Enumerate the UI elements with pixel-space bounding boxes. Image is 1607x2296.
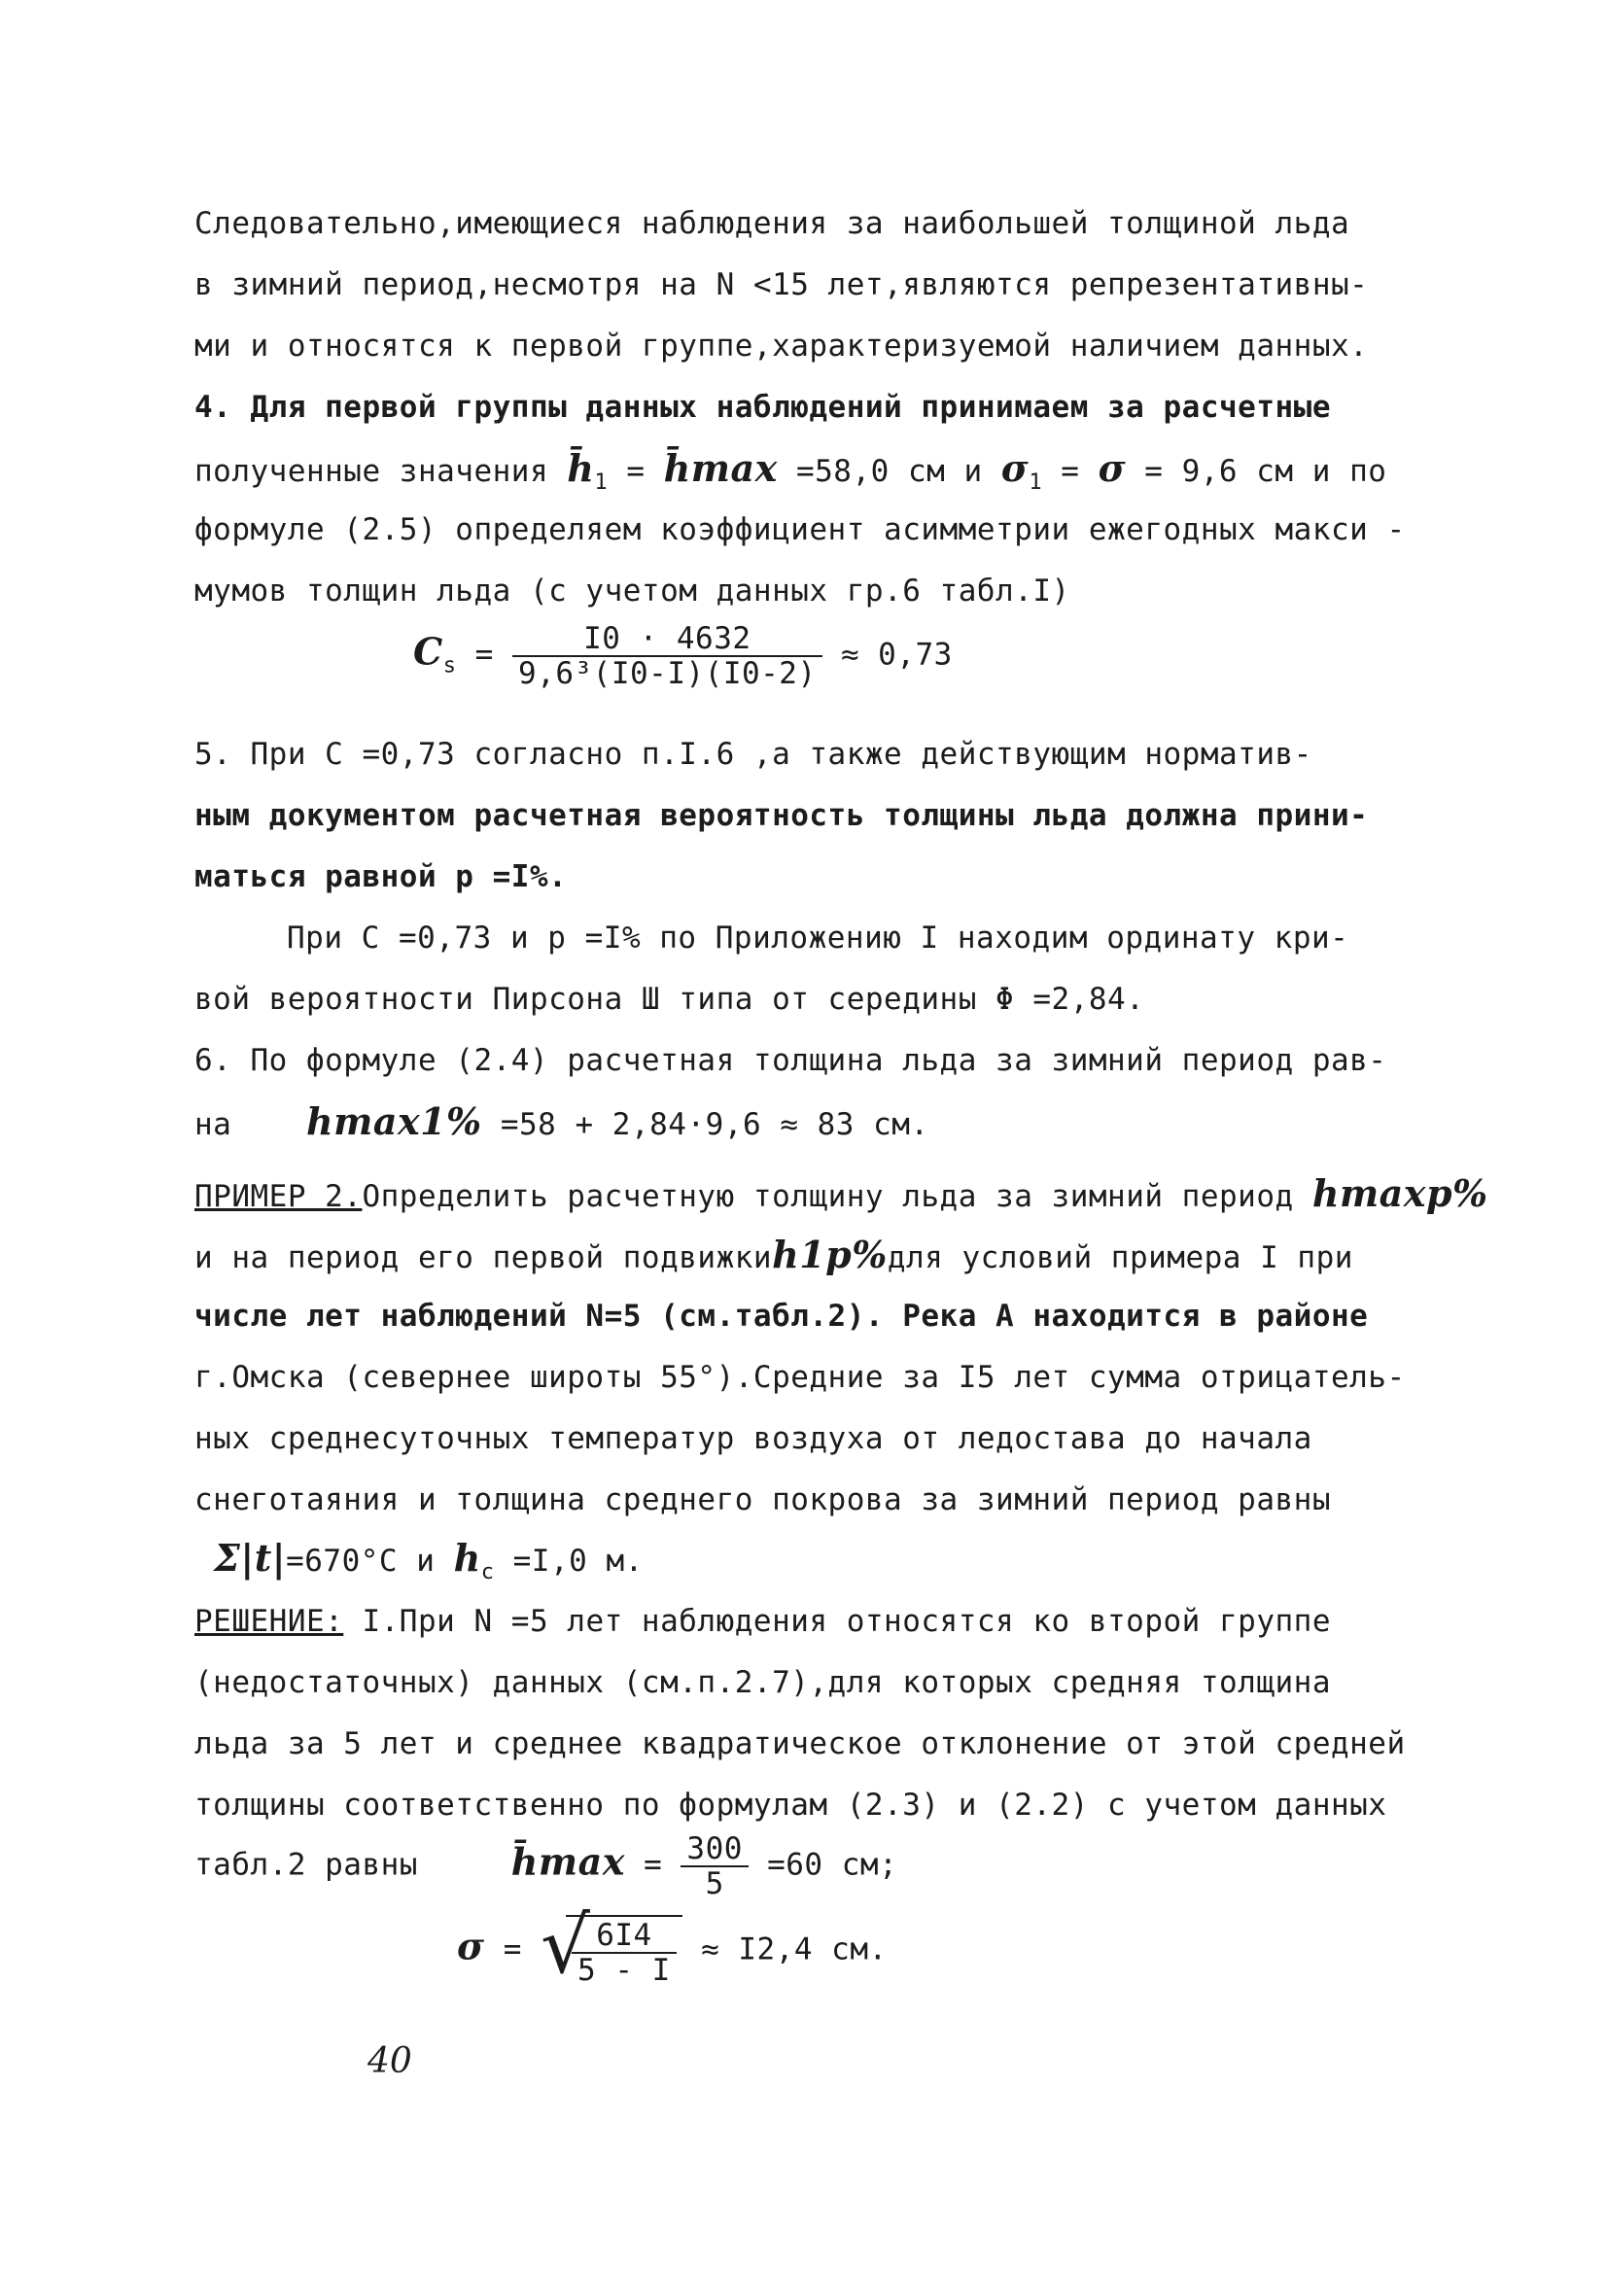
example-label: ПРИМЕР 2. xyxy=(194,1179,363,1214)
fraction-numerator: 300 xyxy=(681,1832,749,1867)
handwritten-symbol: C xyxy=(413,629,443,674)
text-line: 6. По формуле (2.4) расчетная толщина льда за зимний период рав- xyxy=(194,1043,1387,1078)
text-line: табл.2 равны h̄max = $\frac{300}{5}$ =60 см; xyxy=(194,1831,898,1901)
text-line: толщины соответственно по формулам (2.3) и (2.2) с учетом данных xyxy=(194,1788,1387,1823)
text-fragment: =670°C и xyxy=(286,1544,436,1579)
fraction-denominator: 5 - I xyxy=(577,1953,671,1988)
text-line: числе лет наблюдений N=5 (см.табл.2). Река А находится в районе xyxy=(194,1299,1369,1334)
text-fragment: полученные значения xyxy=(194,454,549,489)
formula-sigma: σ = √ $\frac{6I4}{5 - I}$ ≈ I2,4 см. xyxy=(457,1900,888,1991)
text-fragment: табл.2 равны xyxy=(194,1847,418,1883)
text-line xyxy=(194,1235,1353,1277)
text-fragment: =60 см; xyxy=(767,1847,898,1883)
text-fragment: =58 + 2,84·9,6 ≈ 83 см. xyxy=(500,1107,929,1142)
text-line: льда за 5 лет и среднее квадратическое отклонение от этой средней xyxy=(194,1726,1406,1761)
subscript: s xyxy=(442,653,457,678)
handwritten-symbol: h̄max xyxy=(663,446,778,490)
handwritten-symbol: σ xyxy=(1098,446,1127,490)
subscript: 1 xyxy=(1029,470,1043,495)
text-line xyxy=(194,1099,929,1144)
text-line xyxy=(194,1171,1488,1216)
fraction-numerator: 6I4 xyxy=(572,1919,677,1954)
text-line: мумов толщин льда (с учетом данных гр.6 табл.I) xyxy=(194,574,1070,609)
handwritten-symbol: h̄max xyxy=(510,1839,625,1884)
text-fragment: =I,0 м. xyxy=(512,1544,644,1579)
text-line xyxy=(214,1536,644,1592)
page-number: 40 xyxy=(367,2041,412,2081)
handwritten-symbol: hmax1% xyxy=(305,1099,482,1143)
text-line: вой вероятности Пирсона Ш типа от середины Φ =2,84. xyxy=(194,982,1145,1017)
handwritten-symbol: σ xyxy=(457,1924,485,1968)
text-line: При C =0,73 и p =I% по Приложению I находим ординату кри- xyxy=(287,921,1349,956)
text-line: формуле (2.5) определяем коэффициент асимметрии ежегодных макси - xyxy=(194,512,1406,547)
fraction xyxy=(681,1832,749,1900)
text-fragment: = 9,6 см и по xyxy=(1144,454,1387,489)
fraction xyxy=(512,622,822,690)
text-line: ным документом расчетная вероятность толщины льда должна прини- xyxy=(194,798,1369,833)
formula-cs xyxy=(413,622,953,690)
handwritten-symbol: h̄ xyxy=(567,446,595,490)
text-fragment: для условий примера I при xyxy=(887,1240,1353,1275)
text-line: г.Омска (севернее широты 55°).Средние за I5 лет сумма отрицатель- xyxy=(194,1360,1406,1395)
text-line: ми и относятся к первой группе,характеризуемой наличием данных. xyxy=(194,329,1369,364)
text-line: маться равной p =I%. xyxy=(194,859,568,894)
handwritten-symbol: h xyxy=(453,1536,481,1580)
text-line: 4. Для первой группы данных наблюдений принимаем за расчетные xyxy=(194,390,1331,425)
subscript: c xyxy=(480,1560,495,1584)
text-line: 5. При C =0,73 согласно п.I.6 ,а также действующим норматив- xyxy=(194,737,1312,772)
text-line: снеготаяния и толщина среднего покрова за зимний период равны xyxy=(194,1482,1331,1517)
handwritten-symbol: hmaxp% xyxy=(1311,1171,1488,1215)
handwritten-symbol: h1p% xyxy=(772,1233,888,1276)
text-fragment: на xyxy=(194,1107,232,1142)
formula-result: ≈ I2,4 см. xyxy=(701,1931,888,1967)
fraction-numerator: I0 · 4632 xyxy=(512,622,822,657)
formula-result: ≈ 0,73 xyxy=(840,637,953,673)
text-line: (недостаточных) данных (см.п.2.7),для которых средняя толщина xyxy=(194,1665,1331,1700)
text-line xyxy=(194,1602,1331,1641)
handwritten-symbol: Σ|t| xyxy=(214,1536,287,1580)
text-line: в зимний период,несмотря на N <15 лет,являются репрезентативны- xyxy=(194,267,1369,302)
fraction-denominator: 5 xyxy=(705,1866,724,1901)
radical-sign: √ xyxy=(541,1900,591,1991)
text-line: Следовательно,имеющиеся наблюдения за наибольшей толщиной льда xyxy=(194,206,1350,241)
text-fragment: I.При N =5 лет наблюдения относятся ко второй группе xyxy=(343,1604,1331,1639)
equals-sign: = xyxy=(474,637,494,673)
fraction-denominator: 9,6³(I0-I)(I0-2) xyxy=(518,656,817,691)
solution-label: РЕШЕНИЕ: xyxy=(194,1604,344,1639)
text-line: ных среднесуточных температур воздуха от ледостава до начала xyxy=(194,1421,1312,1456)
text-fragment: Определить расчетную толщину льда за зимний период xyxy=(362,1179,1294,1214)
subscript: 1 xyxy=(594,470,609,495)
handwritten-symbol: σ xyxy=(1000,446,1030,490)
square-root xyxy=(541,1900,682,1991)
text-fragment: и на период его первой подвижки xyxy=(194,1240,773,1275)
text-fragment: =58,0 см и xyxy=(795,454,983,489)
text-line: полученные значения $h̄_1$ = h̄max =58,0 см и $\sigma_1 = \sigma = 9,6$ см и по xyxy=(194,446,1387,495)
